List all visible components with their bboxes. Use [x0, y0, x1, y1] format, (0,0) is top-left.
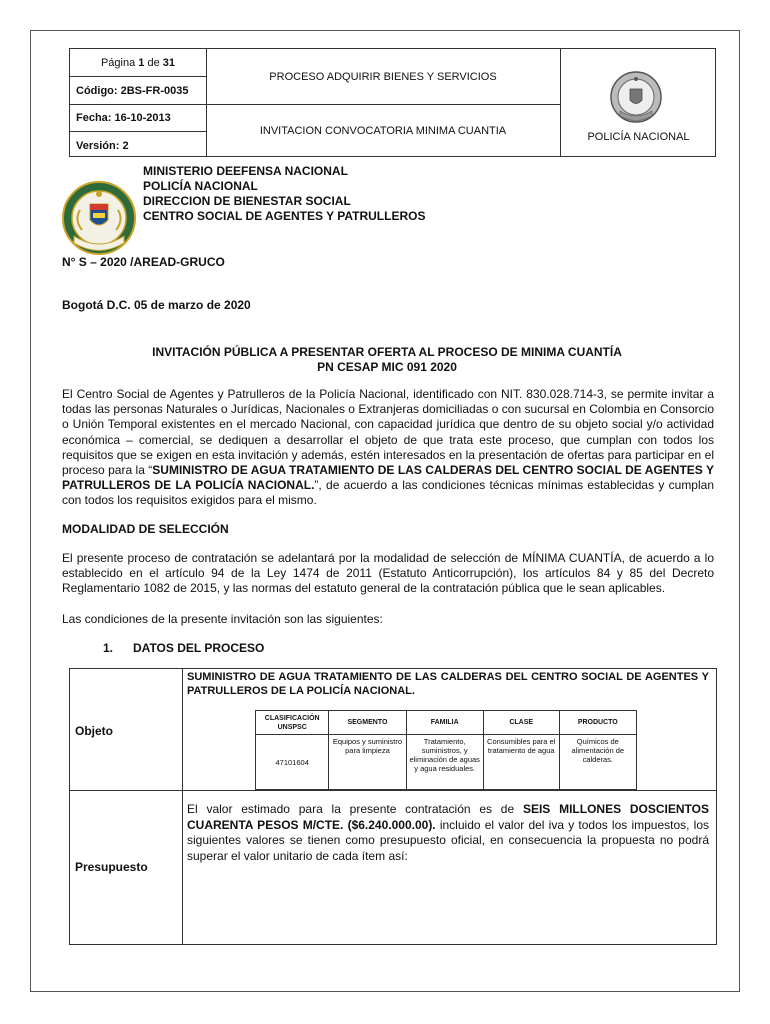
document-header-table: [69, 48, 716, 157]
unspsc-header: SEGMENTO: [329, 711, 406, 735]
document-version: Versión: 2: [76, 140, 129, 152]
section-number: 1.: [103, 641, 114, 655]
intro-paragraph: El Centro Social de Agentes y Patrulleros de la Policía Nacional, identificado con NIT. 830.028.714-3, se permite invitar a todas las personas Naturales o Jurídicas, Nacionales o Extranjeras domiciliadas o con sucursal en Colombia en Consorcio o Unión Temporal existentes en el mercado Nacional, con capacidad jurídica que dentro de su objeto social y/o actividad económica – comercial, se dediquen a desarrollar el objeto de que trata este proceso, que cumplan con todos los requisitos que se exigen en esta invitación y además, estén interesados en la presentación de ofertas para participar en el proceso para la “SUMINISTRO DE AGUA TRATAMIENTO DE LAS CALDERAS DEL CENTRO SOCIAL DE AGENTES Y PATRULLEROS DE LA POLICÍA NACIONAL.”, de acuerdo a las condiciones técnicas mínimas establecidas y cumplan con todos los requisitos exigidos para el mismo.: [62, 387, 714, 508]
objeto-text: SUMINISTRO DE AGUA TRATAMIENTO DE LAS CALDERAS DEL CENTRO SOCIAL DE AGENTES Y PATRULLEROS DE LA POLICÍA NACIONAL.: [187, 671, 709, 697]
invitation-type: INVITACION CONVOCATORIA MINIMA CUANTIA: [259, 125, 507, 137]
page-indicator: Página 1 de 31: [100, 57, 176, 69]
unspsc-cell: Químicos de alimentación de calderas.: [559, 735, 636, 790]
unspsc-cell: Consumibles para el tratamiento de agua: [483, 735, 559, 790]
unspsc-cell: 47101604: [256, 735, 329, 790]
unspsc-header: CLASIFICACIÓN UNSPSC: [256, 711, 329, 735]
invitation-title: INVITACIÓN PÚBLICA A PRESENTAR OFERTA AL PROCESO DE MINIMA CUANTÍA PN CESAP MIC 091 2020: [152, 345, 622, 374]
presupuesto-text: El valor estimado para la presente contratación es de SEIS MILLONES DOSCIENTOS CUARENTA PESOS M/CTE. ($6.240.000.00). incluido el valor del iva y todos los impuestos, los siguientes valores se tienen como presupuesto oficial, en consecuencia la propuesta no podrá superar el valor unitario de cada ítem así:: [187, 802, 710, 863]
place-and-date: Bogotá D.C. 05 de marzo de 2020: [62, 298, 251, 312]
modalidad-heading: MODALIDAD DE SELECCIÓN: [62, 522, 229, 536]
unspsc-table: [255, 710, 637, 790]
organization-name: POLICÍA NACIONAL: [587, 131, 690, 143]
unspsc-header: PRODUCTO: [559, 711, 636, 735]
process-name: PROCESO ADQUIRIR BIENES Y SERVICIOS: [269, 71, 497, 83]
police-emblem-icon: [60, 180, 138, 260]
unspsc-header: FAMILIA: [406, 711, 483, 735]
objeto-label: Objeto: [75, 724, 113, 738]
unspsc-cell: Tratamiento, suministros, y eliminación de aguas y agua residuales.: [406, 735, 483, 790]
document-date: Fecha: 16-10-2013: [76, 112, 171, 124]
unspsc-cell: Equipos y suministro para limpieza: [329, 735, 406, 790]
police-seal-icon: [608, 69, 664, 129]
section-heading: DATOS DEL PROCESO: [133, 641, 265, 655]
reference-number: N° S – 2020 /AREAD-GRUCO: [62, 255, 225, 269]
ministry-heading: MINISTERIO DEEFENSA NACIONAL POLICÍA NACIONAL DIRECCION DE BIENESTAR SOCIAL CENTRO SOCIAL DE AGENTES Y PATRULLEROS: [143, 164, 426, 223]
document-code: Código: 2BS-FR-0035: [76, 85, 189, 97]
presupuesto-label: Presupuesto: [75, 860, 148, 874]
unspsc-header: CLASE: [483, 711, 559, 735]
modalidad-paragraph: El presente proceso de contratación se adelantará por la modalidad de selección de MÍNIMA CUANTÍA, de acuerdo a lo establecido en el artículo 94 de la Ley 1474 de 2011 (Estatuto Anticorrupción), los artículos 84 y 85 del Decreto Reglamentario 1082 de 2015, y las normas del estatuto general de la contratación pública que le sean aplicables.: [62, 551, 714, 596]
conditions-intro: Las condiciones de la presente invitación son las siguientes:: [62, 612, 383, 626]
